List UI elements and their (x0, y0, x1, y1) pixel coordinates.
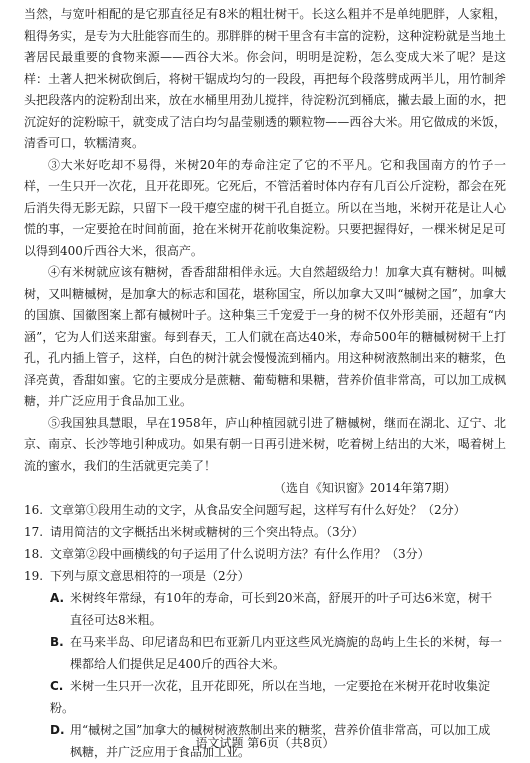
question-number: 18. (24, 547, 44, 561)
option-text: 在马来半岛、印尼诸岛和巴布亚新几内亚这些风光旖旎的岛屿上生长的米树，每一 (70, 635, 503, 649)
question-number: 19. (24, 569, 44, 583)
question-16 (24, 499, 506, 521)
option-label: A. (50, 591, 65, 605)
option-text-cont: 枫糖，并广泛应用于食品加工业。 (70, 745, 251, 759)
option-text: 米树终年常绿，有10年的寿命，可长到20米高，舒展开的叶子可达6米宽，树干 (70, 591, 493, 605)
question-text: 下列与原文意思相符的一项是（2分） (50, 569, 250, 583)
question-number: 16. (24, 503, 44, 517)
passage-paragraph-4: ④有米树就应该有糖树，香香甜甜相伴永远。大自然超级给力！加拿大真有糖树。叫槭树，又叫糖槭树，是加拿大的标志和国花，堪称国宝，所以加拿大又叫“槭树之国”，加拿大的国旗、国徽图案上都有槭树叶子。这种集三千宠爱于一身的树不仅外形美丽，还超有“内涵”，它为人们送来甜蜜。每到春天，工人们就在高达40米，寿命500年的糖槭树树干上打孔，孔内插上管子，这样，白色的树汁就会慢慢流到桶内。用这种树液熬制出来的糖浆，色泽亮黄，香甜如蜜。它的主要成分是蔗糖、葡萄糖和果糖，营养价值非常高，可以加工成枫糖，并广泛应用于食品加工业。 (24, 265, 506, 408)
question-19 (24, 565, 506, 587)
option-label: B. (50, 635, 64, 649)
question-text: 请用简洁的文字概括出米树或糖树的三个突出特点。（3分） (50, 525, 364, 539)
question-17 (24, 521, 506, 543)
question-number: 17. (24, 525, 44, 539)
option-b (24, 631, 506, 675)
passage-paragraph-3: ③大米好吃却不易得，米树20年的寿命注定了它的不平凡。它和我国南方的竹子一样，一生只开一次花，且开花即死。它死后，不管活着时体内存有几百公斤淀粉，都会在死后消失得无影无踪，只留下一段干瘪空虚的树干孔自挺立。所以在当地，米树开花是让人心慌的事，一定要抢在时间前面，抢在米树开花前收集淀粉。只要把握得好，一棵米树足足可以得到400斤西谷大米，很高产。 (24, 157, 506, 258)
option-text-cont: 直径可达8米粗。 (70, 613, 162, 627)
question-18 (24, 543, 506, 565)
option-text: 米树一生只开一次花，且开花即死，所以在当地，一定要抢在米树开花时收集淀粉。 (50, 679, 491, 715)
option-text-cont: 棵都给人们提供足足400斤的西谷大米。 (70, 657, 285, 671)
source-citation: （选自《知识窗》2014年第7期） (273, 481, 456, 495)
option-label: C. (50, 679, 64, 693)
option-text: 用“槭树之国”加拿大的槭树树液熬制出来的糖浆，营养价值非常高，可以加工成 (70, 723, 491, 737)
option-a (24, 587, 506, 631)
option-label: D. (50, 723, 65, 737)
passage-paragraph-5: ⑤我国独具慧眼，早在1958年，庐山种植园就引进了糖槭树，继而在湖北、辽宁、北京、南京、长沙等地引种成功。如果有朝一日再引进米树，吃着树上结出的大米，喝着树上流的蜜水，我们的生活就更完美了！ (24, 415, 506, 473)
page-footer: 语文试题 第6页（共8页） (195, 736, 335, 750)
passage-paragraph-1: 当然，与宽叶相配的是它那直径足有8米的粗壮树干。长这么粗并不是单纯肥胖，人家粗，粗得务实，是专为大肚能容而生的。那胖胖的树干里含有丰富的淀粉，这种淀粉就是当地土著居民最重要的食物来源——西谷大米。你会问，明明是淀粉，怎么变成大米了呢？是这样：土著人把米树砍倒后，将树干锯成均匀的一段段，再把每个段落劈成两半儿，用竹制斧头把段落内的淀粉刮出来，放在水桶里用劲儿搅拌，待淀粉沉到桶底，撇去最上面的水，把沉淀好的淀粉晾干，就变成了洁白均匀晶莹剔透的颗粒物——西谷大米。用它做成的米饭，清香可口，软糯清爽。 (24, 7, 506, 150)
question-list (24, 499, 506, 587)
question-text: 文章第①段用生动的文字，从食品安全问题写起，这样写有什么好处？（2分） (50, 503, 466, 517)
option-c (24, 675, 506, 719)
question-text: 文章第②段中画横线的句子运用了什么说明方法？有什么作用？（3分） (50, 547, 430, 561)
